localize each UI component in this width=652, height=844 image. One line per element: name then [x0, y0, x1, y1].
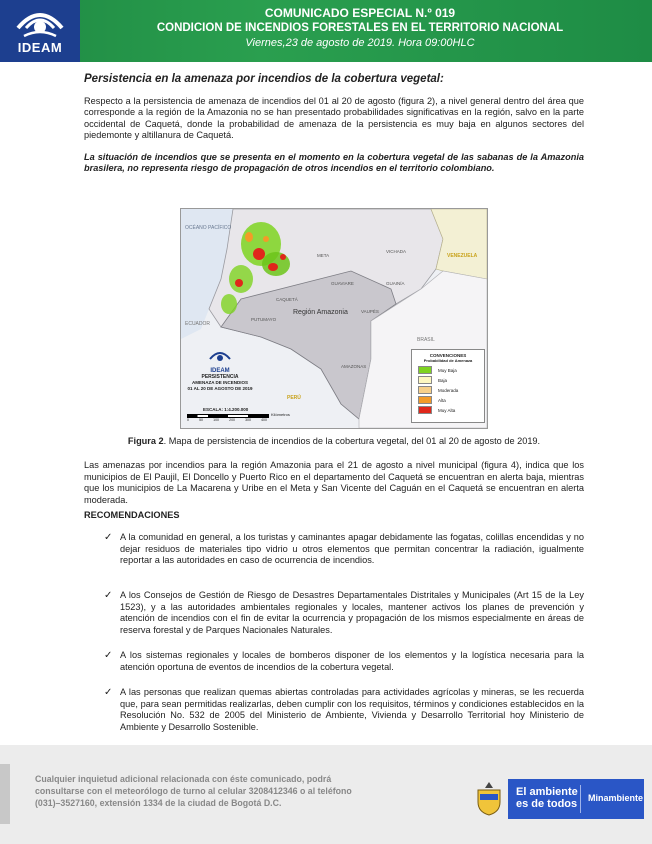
bulletin-date: Viernes,23 de agosto de 2019. Hora 09:00HLC [245, 37, 475, 49]
recommendations-list [104, 532, 584, 743]
checkmark-icon: ✓ [104, 650, 113, 661]
stamp-subtitle: AMENAZA DE INCENDIOS [191, 380, 249, 385]
footer-accent-bar [0, 764, 10, 824]
brand-ministry: Minambiente [588, 793, 644, 803]
checkmark-icon: ✓ [104, 687, 113, 698]
legend-label: Muy Alta [438, 407, 456, 413]
legend-item [418, 396, 484, 404]
dept-vichada: VICHADA [386, 249, 407, 254]
main-content [84, 70, 584, 185]
persistence-map [180, 208, 488, 429]
paragraph-persistence: Respecto a la persistencia de amenaza de incendios del 01 al 20 de agosto (figura 2), a nivel general dentro del área que corresponde a la región de la Amazonia no se han presentado probabilidades significativas en la región, salvo en la parte occidental de Caquetá, donde la probabilidad de amenaza de la persistencia es muy baja en algunos sectores del piedemonte y altillanura de Caquetá. [84, 95, 584, 140]
brasil-label: BRASIL [417, 337, 435, 343]
dept-guainia: GUAINÍA [386, 281, 405, 286]
section-title: Persistencia en la amenaza por incendios de la cobertura vegetal: [84, 73, 444, 85]
figure-caption-label: Figura 2 [127, 436, 164, 446]
legend-title: CONVENCIONES [429, 353, 467, 358]
recommendation-text: A los sistemas regionales y locales de bomberos disponer de los elementos y la logística necesaria para la atención oportuna de eventos de incendios de la cobertura vegetal. [120, 650, 584, 672]
bulletin-number: COMUNICADO ESPECIAL N.º 019 [264, 6, 456, 20]
map-stamp [185, 349, 255, 391]
recommendation-item [104, 532, 584, 576]
colombia-shield-icon [474, 782, 504, 816]
legend-label: Moderada [438, 387, 459, 393]
scale-tick: 0 [187, 418, 189, 422]
recommendations-title: RECOMENDACIONES [84, 510, 180, 520]
recommendation-item [104, 687, 584, 733]
peru-label: PERÚ [287, 395, 301, 401]
recommendation-text: A los Consejos de Gestión de Riesgo de Desastres Departamentales Distritales y Municipales (Art 15 de la Ley 1523), y a las autoridades ambientales regionales y locales, mantener activos los planes de prevención y atención de incendios con el fin de evitar la ocurrencia y propagación de los mismos especialmente en áreas de reserva forestal y de Parques Nacionales Naturales. [120, 590, 584, 635]
header-text [90, 6, 630, 51]
recommendation-item [104, 650, 584, 673]
legend-item [418, 406, 484, 414]
stamp-logo-text: IDEAM [210, 368, 230, 374]
scale-label: ESCALA: 1:4.200.000 [203, 407, 249, 412]
legend-subtitle: Probabilidad de Amenaza [423, 358, 473, 363]
checkmark-icon: ✓ [104, 590, 113, 601]
legend-label: Muy Baja [438, 367, 457, 373]
legend-item [418, 386, 484, 394]
ideam-eye-icon [14, 6, 66, 40]
paragraph-municipal-alerts: Las amenazas por incendios para la región Amazonia para el 21 de agosto a nivel municipal (figura 4), indica que los municipios de El Paujil, El Doncello y Puerto Rico en el departamento del Caquetá se encuentran en alerta baja, mientras que los municipios de La Macarena y Uribe en el Meta y San Vicente del Caguán en el Caquetá se encuentran en alerta moderada. [84, 460, 584, 505]
venezuela-label: VENEZUELA [447, 253, 478, 259]
scale-ticks [187, 418, 267, 422]
scale-tick: 200 [229, 418, 235, 422]
region-label: Región Amazonia [293, 309, 348, 316]
dept-amazonas: AMAZONAS [341, 364, 367, 369]
figure-caption [84, 436, 584, 446]
legend-item [418, 366, 484, 374]
legend-swatch [418, 366, 432, 374]
recommendation-text: A la comunidad en general, a los turistas y caminantes apagar debidamente las fogatas, colillas encendidas y no dejar residuos de materiales tipo vidrio u otros elementos que permitan concentrar la radiación, igualmente reportar a las autoridades en caso de ocurrencia de incendios. [120, 532, 584, 565]
ecuador-label: ECUADOR [185, 321, 211, 327]
legend-swatch [418, 406, 432, 414]
figure-caption-text: . Mapa de persistencia de incendios de la cobertura vegetal, del 01 al 20 de agosto de 2019. [163, 436, 541, 446]
recommendation-item [104, 590, 584, 636]
scale-tick: 50 [199, 418, 203, 422]
brand-slogan-line2: es de todos [516, 798, 578, 810]
brand-slogan-line1: El ambiente [516, 786, 578, 798]
dept-vaupes: VAUPÉS [361, 309, 379, 314]
minambiente-brand [508, 779, 644, 819]
scale-unit: Kilómetros [271, 412, 290, 417]
brand-slogan [516, 786, 578, 810]
legend-swatch [418, 396, 432, 404]
legend-swatch [418, 376, 432, 384]
logo-text: IDEAM [17, 40, 63, 55]
ideam-eye-icon [208, 349, 232, 363]
map-legend [411, 349, 485, 423]
scale-tick: 400 [261, 418, 267, 422]
dept-putumayo: PUTUMAYO [251, 317, 277, 322]
brand-divider [580, 785, 581, 813]
paragraph-brazil-note: La situación de incendios que se presenta en el momento en la cobertura vegetal de las sabanas de la Amazonia brasilera, no representa riesgo de propagación de otros incendios en el territorio colombiano. [84, 151, 584, 173]
recommendation-text: A las personas que realizan quemas abiertas controladas para actividades agrícolas y mineras, se les recuerda que, para sean permitidas realizarlas, deben cumplir con los requisitos, términos y condiciones establecidos en la Resolución No. 532 de 2005 del Ministerio de Ambiente, Vivienda y Desarrollo Territorial hoy Ministerio de Ambiente y Desarrollo Sostenible. [120, 687, 584, 732]
header-banner [0, 0, 652, 62]
scale-tick: 100 [213, 418, 219, 422]
footer-contact-text: Cualquier inquietud adicional relacionada con éste comunicado, podrá consultarse con el meteorólogo de turno al celular 3208412346 o al teléfono (031)–3527160, extensión 1334 de la ciudad de Bogotá D.C. [35, 774, 352, 808]
stamp-dates: 01 AL 20 DE AGOSTO DE 2019 [187, 385, 253, 391]
checkmark-icon: ✓ [104, 532, 113, 543]
scale-tick: 300 [245, 418, 251, 422]
dept-meta: META [317, 253, 330, 258]
dept-caqueta: CAQUETÁ [276, 297, 298, 302]
legend-list [412, 366, 484, 414]
dept-guaviare: GUAVIARE [331, 281, 354, 286]
bulletin-title: CONDICION DE INCENDIOS FORESTALES EN EL TERRITORIO NACIONAL [156, 22, 564, 34]
legend-swatch [418, 386, 432, 394]
legend-label: Baja [438, 377, 448, 383]
legend-label: Alta [438, 397, 446, 403]
stamp-title: PERSISTENCIA [201, 374, 239, 380]
ocean-label: OCÉANO PACÍFICO [185, 225, 232, 231]
ideam-logo [0, 0, 80, 62]
legend-item [418, 376, 484, 384]
